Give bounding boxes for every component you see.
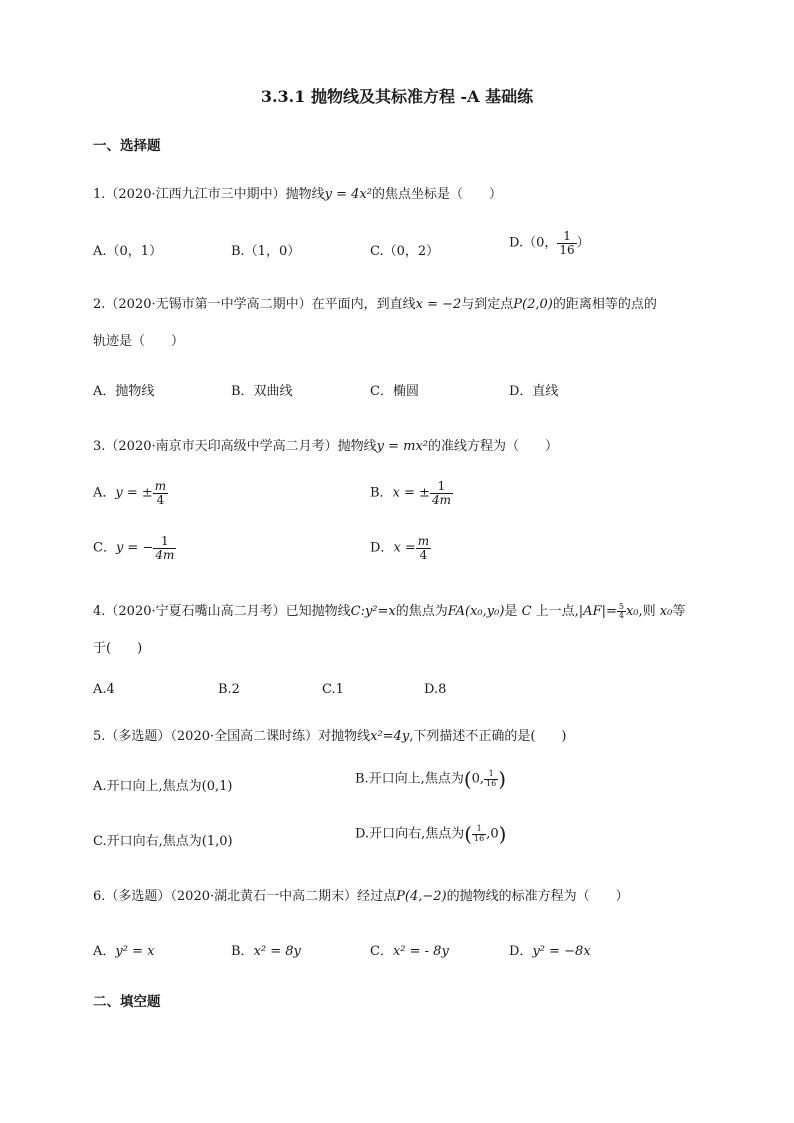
q6-prefix: 6.（多选题）（2020·湖北黄石一中高二期末）经过点 xyxy=(93,889,397,904)
q4-point-a: A(x₀,y₀) xyxy=(455,604,505,619)
paren-close: ) xyxy=(498,822,507,846)
q5-d-text: D.开口向右,焦点为 xyxy=(355,826,465,842)
q2-prefix: 2.（2020·无锡市第一中学高二期中）在平面内，到直线 xyxy=(93,297,416,312)
question-2 xyxy=(93,293,657,312)
q5-suffix: ,下列描述不正确的是( ) xyxy=(409,729,567,744)
q1-equation: y = 4x² xyxy=(324,187,372,202)
q6-b-label: B． xyxy=(231,944,254,959)
q1-option-d-fraction xyxy=(557,230,576,256)
q2-option-a: A．抛物线 xyxy=(93,384,155,399)
q5-b-fraction xyxy=(484,770,498,788)
q2-mid: 与到定点 xyxy=(461,297,514,312)
q2-equation-line: x = −2 xyxy=(415,297,462,312)
q4-option-d: D.8 xyxy=(424,682,447,697)
q3-b-fraction xyxy=(430,480,453,506)
fraction-numerator: m xyxy=(417,534,430,548)
q2-option-b: B．双曲线 xyxy=(231,384,293,399)
fraction-numerator: 5 xyxy=(618,601,624,611)
fraction-denominator: 16 xyxy=(559,242,575,257)
q4-focus: F xyxy=(447,604,456,619)
q2-option-d: D．直线 xyxy=(509,384,559,399)
q2-equation-point: P(2,0) xyxy=(513,297,553,312)
q6-d-equation: y² = −8x xyxy=(532,944,591,959)
q6-option-a xyxy=(93,940,154,959)
q3-d-equation: x = xyxy=(393,540,416,556)
q3-c-label: C． xyxy=(93,540,116,556)
q3-d-label: D． xyxy=(370,540,394,556)
q3-option-c xyxy=(93,535,176,561)
paren-open: ( xyxy=(464,822,473,846)
q1-option-c: C.（0，2） xyxy=(370,244,440,259)
q4-x0: x₀ xyxy=(625,604,639,619)
q4-option-c: C.1 xyxy=(322,682,344,697)
q3-c-equation: y = − xyxy=(115,540,154,556)
q6-c-label: C． xyxy=(370,944,393,959)
question-6 xyxy=(93,885,629,904)
q3-option-b xyxy=(370,480,453,506)
q2-suffix: 的距离相等的点的 xyxy=(552,297,657,312)
q5-option-a: A.开口向上,焦点为(0,1) xyxy=(93,779,233,794)
q3-equation: y = mx² xyxy=(376,439,428,454)
q6-option-c xyxy=(370,940,449,959)
q6-c-equation: x² = - 8y xyxy=(392,944,449,959)
q4-mid3: 上一点, xyxy=(535,604,579,619)
q4-af: |AF|= xyxy=(578,604,617,619)
q4-equation: C:y²=x xyxy=(350,604,396,619)
q1-option-d-label: D.（0， xyxy=(509,235,558,251)
q4-option-a: A.4 xyxy=(93,682,115,697)
q1-suffix: 的焦点坐标是（ ） xyxy=(371,187,502,202)
q4-prefix: 4.（2020·宁夏石嘴山高二月考）已知抛物线 xyxy=(93,604,351,619)
section-fill: 二、填空题 xyxy=(93,994,161,1010)
q4-suffix: 等 xyxy=(672,604,686,619)
q4-x0-b: x₀ xyxy=(659,604,673,619)
q1-option-a: A.（0，1） xyxy=(93,244,163,259)
q4-curve: C xyxy=(521,604,532,619)
q5-option-b xyxy=(355,767,506,791)
q3-option-d xyxy=(370,535,431,561)
q5-prefix: 5.（多选题）（2020·全国高二课时练）对抛物线 xyxy=(93,729,371,744)
q5-option-c: C.开口向右,焦点为(1,0) xyxy=(93,834,233,849)
q3-prefix: 3.（2020·南京市天印高级中学高二月考）抛物线 xyxy=(93,439,377,454)
question-2-line-2: 轨迹是（ ） xyxy=(93,334,185,349)
paren-open: ( xyxy=(463,767,472,791)
q6-a-equation: y² = x xyxy=(115,944,155,959)
q6-b-equation: x² = 8y xyxy=(253,944,301,959)
q5-option-d xyxy=(355,822,506,846)
q6-suffix: 的抛物线的标准方程为（ ） xyxy=(446,889,629,904)
question-1 xyxy=(93,183,502,202)
fraction-denominator: 4m xyxy=(155,547,175,562)
q6-d-label: D． xyxy=(509,944,533,959)
q2-option-c: C．椭圆 xyxy=(370,384,419,399)
fraction-numerator: m xyxy=(154,479,167,493)
q5-b-text: B.开口向上,焦点为 xyxy=(355,771,464,787)
q1-prefix: 1.（2020·江西九江市三中期中）抛物线 xyxy=(93,187,325,202)
q3-a-label: A． xyxy=(93,485,116,501)
q1-option-d xyxy=(509,230,590,256)
q3-suffix: 的准线方程为（ ） xyxy=(428,439,559,454)
q6-option-d xyxy=(509,940,591,959)
fraction-denominator: 4m xyxy=(431,492,451,507)
q5-d-fraction xyxy=(472,825,486,843)
question-3 xyxy=(93,435,558,454)
q4-fraction xyxy=(617,603,626,621)
question-4-line-2: 于( ) xyxy=(93,641,143,656)
q3-b-label: B． xyxy=(370,485,393,501)
question-4 xyxy=(93,600,685,620)
q3-option-a xyxy=(93,480,168,506)
fraction-denominator: 4 xyxy=(416,548,431,562)
q3-a-equation: y = ± xyxy=(115,485,153,501)
q1-option-b: B.（1，0） xyxy=(231,244,301,259)
q5-d-zero: ,0 xyxy=(486,826,499,842)
q4-mid1: 的焦点为 xyxy=(395,604,448,619)
fraction-numerator: 1 xyxy=(476,824,482,834)
q5-equation: x²=4y xyxy=(370,729,410,744)
q4-mid2: 是 xyxy=(504,604,518,619)
fraction-denominator: 16 xyxy=(474,833,485,843)
q4-mid4: ,则 xyxy=(638,604,656,619)
paren-close: ) xyxy=(498,767,507,791)
fraction-numerator: 1 xyxy=(161,534,169,548)
q3-b-equation: x = ± xyxy=(392,485,430,501)
fraction-numerator: 1 xyxy=(488,769,494,779)
q3-d-fraction xyxy=(416,535,431,561)
q3-a-fraction xyxy=(153,480,168,506)
q6-a-label: A． xyxy=(93,944,116,959)
q4-option-b: B.2 xyxy=(218,682,240,697)
section-choice: 一、选择题 xyxy=(93,138,161,154)
fraction-denominator: 16 xyxy=(486,778,497,788)
page-title: 3.3.1 抛物线及其标准方程 -A 基础练 xyxy=(260,87,534,106)
q6-option-b xyxy=(231,940,301,959)
fraction-numerator: 1 xyxy=(563,229,571,243)
fraction-denominator: 4 xyxy=(618,611,624,620)
q1-option-d-close: ） xyxy=(576,235,590,251)
q6-point: P(4,−2) xyxy=(396,889,447,904)
fraction-denominator: 4 xyxy=(153,493,168,507)
q3-c-fraction xyxy=(153,535,176,561)
question-5 xyxy=(93,725,566,744)
q5-b-zero: 0, xyxy=(471,771,485,787)
fraction-numerator: 1 xyxy=(437,479,446,493)
